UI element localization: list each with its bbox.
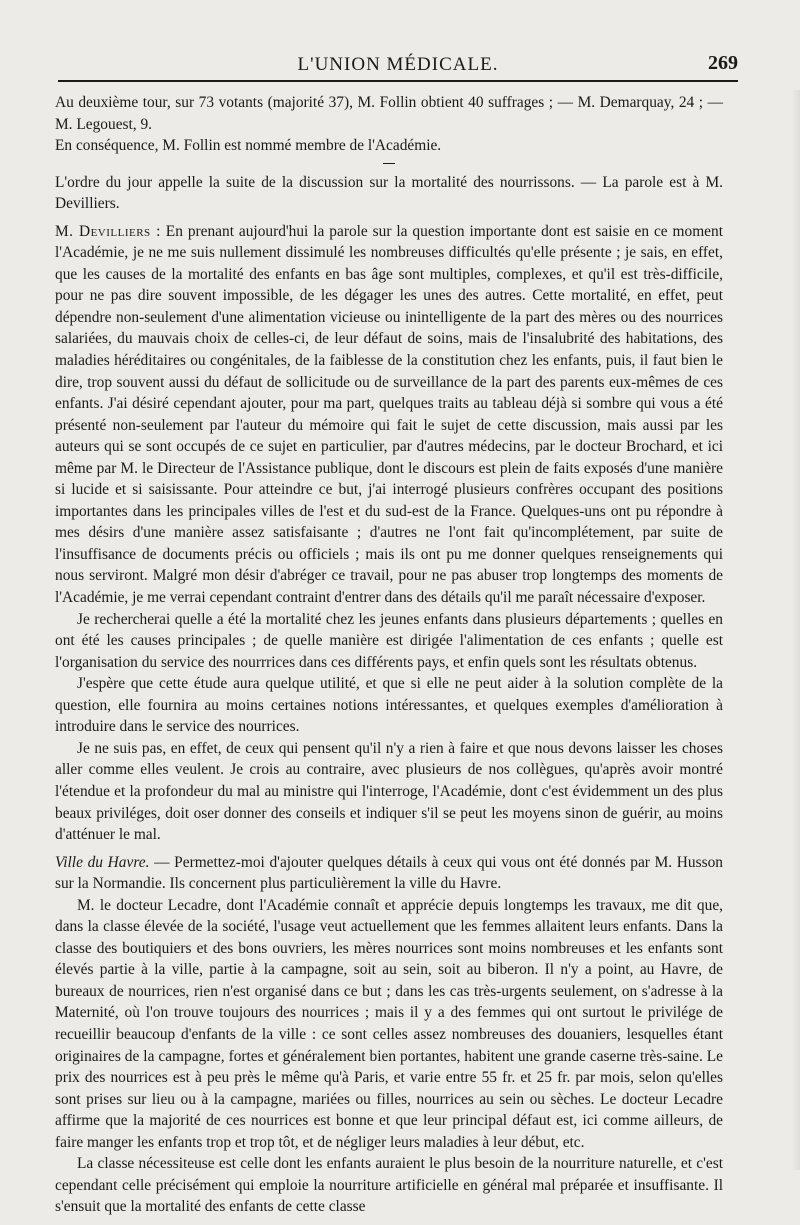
running-header xyxy=(58,50,738,80)
speech-opening-paragraph xyxy=(55,221,723,609)
speech-opening-text: En prenant aujourd'hui la parole sur la question importante dont est saisie en ce moment l'Académie, je ne me suis nullement dissimulé les nombreuses difficultés qu'elle présente ; je sais, en effet, que les causes de la mortalité des enfants en bas âge sont multiples, complexes, et qu'il est très-difficile, pour ne pas dire souvent impossible, de les dégager les unes des autres. Cette mortalité, en effet, peut dépendre non-seulement d'une alimentation vicieuse ou inintelligente de la part des mères ou des nourrices salariées, du mauvais choix de celles-ci, de leur défaut de soins, mais de l'insalubrité des habitations, des maladies héréditaires ou congénitales, de la faiblesse de la constitution chez les enfants, puis, il faut bien le dire, trop souvent aussi du défaut de sollicitude ou de surveillance de la part des parents eux-mêmes de ces enfants. J'ai désiré cependant ajouter, pour ma part, quelques traits au tableau déjà si sombre qui vous a été présenté non-seulement par l'auteur du mémoire qui fait le sujet de cette discussion, mais aussi par les auteurs qui se sont occupés de ce sujet en particulier, par d'autres médecins, par le docteur Brochard, et ici même par M. le Directeur de l'Assistance publique, dont le discours est plein de faits exposés d'une manière si lucide et si saisissante. Pour atteindre ce but, j'ai interrogé plusieurs confrères occupant des positions importantes dans les principales villes de l'est et du sud-est de la France. Quelques-uns ont pu répondre à mes désirs d'une manière assez satisfaisante ; d'autres ne l'ont fait qu'incomplétement, par suite de l'insuffisance de documents précis ou officiels ; mais ils ont pu me donner quelques renseignements qui nous serviront. Malgré mon désir d'abréger ce travail, pour ne pas abuser trop longtemps des moments de l'Académie, je me verrai cependant contraint d'entrer dans des détails qu'il me paraît nécessaire d'exposer. xyxy=(55,222,723,607)
havre-intro-text: — Permettez-moi d'ajouter quelques détails à ceux qui vous ont été donnés par M. Husson sur la Normandie. Ils concernent plus particulièrement la ville du Havre. xyxy=(55,853,723,893)
header-rule xyxy=(58,80,738,82)
page-edge-shadow xyxy=(792,90,800,1170)
agenda-paragraph: L'ordre du jour appelle la suite de la discussion sur la mortalité des nourrissons. — La parole est à M. Devilliers. xyxy=(55,173,723,213)
hope-paragraph: J'espère que cette étude aura quelque utilité, et que si elle ne peut aider à la solution complète de la question, elle fournira au moins certaines notions intéressantes, et quelques exemples d'amélioration à introduire dans le service des nourrices. xyxy=(55,675,723,736)
vote-result-paragraph: Au deuxième tour, sur 73 votants (majorité 37), M. Follin obtient 40 suffrages ; — M. Demarquay, 24 ; — M. Legouest, 9. xyxy=(55,94,723,133)
lecadre-paragraph: M. le docteur Lecadre, dont l'Académie connaît et apprécie depuis longtemps les travaux, me dit que, dans la classe élevée de la société, l'usage veut actuellement que les femmes allaitent leurs enfants. Dans la classe des boutiquiers et des bons ouvriers, les mères nourrices sont moins nombreuses et les enfants sont élevés partie à la ville, partie à la campagne, soit au sein, soit au biberon. Il n'y a point, au Havre, de bureaux de nourrices, rien n'est organisé dans ce but ; dans les cas très-urgents seulement, on s'adresse à la Maternité, où l'on trouve toujours des nourrices ; mais il y a des femmes qui ont surtout le privilége de recueillir beaucoup d'enfants de la ville : ce sont celles assez nombreuses des douaniers, lesquelles étant originaires de la campagne, fortes et généralement bien portantes, habitent une grande caserne très-saine. Le prix des nourrices est à peu près le même qu'à Paris, et varie entre 55 fr. et 25 fr. par mois, selon qu'elles sont prises sur lieu ou à la campagne, mariées ou filles, nourrices au sein ou sèches. Le docteur Lecadre affirme que la majorité de ces nourrices est bonne et que leur principal défaut est, ici comme ailleurs, de faire manger les enfants trop et trop tôt, et de négliger leurs maladies à leur début, etc. xyxy=(55,896,723,1151)
page-number: 269 xyxy=(708,52,738,74)
section-heading: Ville du Havre. xyxy=(55,853,150,871)
speaker-name: M. Devilliers : xyxy=(55,222,161,240)
research-plan-paragraph: Je rechercherai quelle a été la mortalité chez les jeunes enfants dans plusieurs départements ; quelles en ont été les causes principales ; de quelle manière est dirigée l'alimentation de ces enfants ; quelle est l'organisation du service des nourrrices dans ces différents pays, et enfin quels sont les résultats obtenus. xyxy=(55,610,723,671)
journal-title: L'UNION MÉDICALE. xyxy=(297,54,499,75)
havre-intro-paragraph xyxy=(55,852,723,895)
election-conclusion-paragraph: En conséquence, M. Follin est nommé membre de l'Académie. xyxy=(55,137,442,155)
needy-class-paragraph: La classe nécessiteuse est celle dont les enfants auraient le plus besoin de la nourriture naturelle, et c'est cependant celle précisément qui emploie la nourriture artificielle en général mal préparée et insuffisante. Il s'ensuit que la mortalité des enfants de cette classe xyxy=(55,1155,723,1216)
page-body xyxy=(55,92,723,1218)
section-separator xyxy=(383,163,395,164)
advice-paragraph: Je ne suis pas, en effet, de ceux qui pensent qu'il n'y a rien à faire et que nous devons laisser les choses aller comme elles veulent. Je crois au contraire, avec plusieurs de nos collègues, qu'après avoir montré l'étendue et la profondeur du mal au ministre qui l'interroge, l'Académie, dont c'est évidemment un des plus beaux priviléges, doit oser donner des conseils et indiquer s'il se peut les moyens sinon de guérir, au moins d'atténuer le mal. xyxy=(55,739,723,844)
